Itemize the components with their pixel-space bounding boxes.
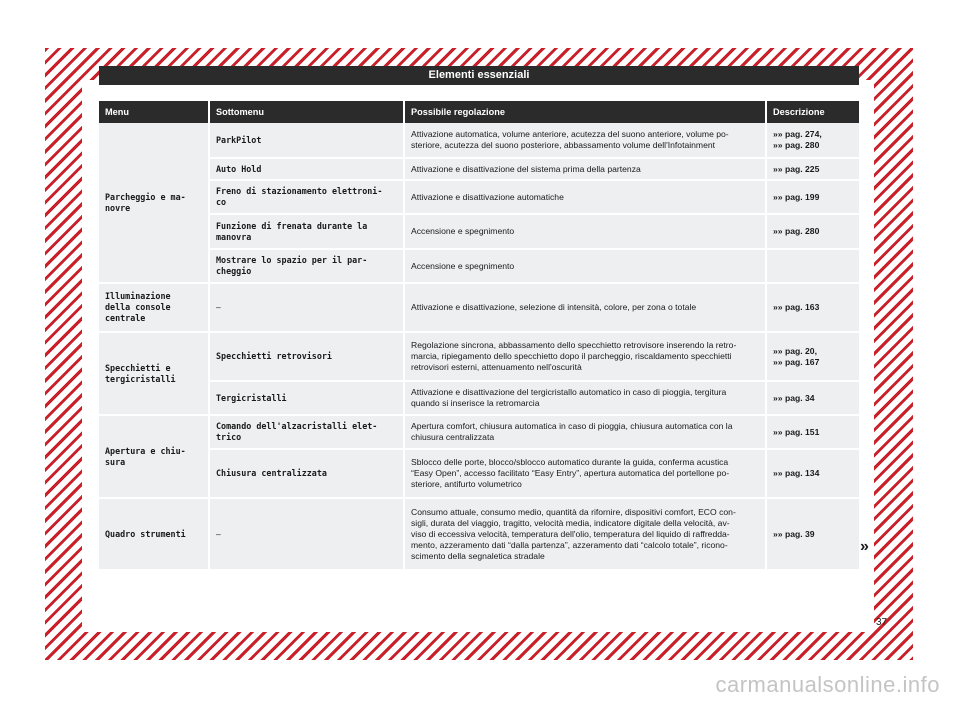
page-reference-text: pag. 274,: [784, 129, 822, 139]
setting-cell: Attivazione e disattivazione automatiche: [404, 180, 766, 214]
page-reference-link[interactable]: [773, 140, 853, 151]
reference-arrow-icon: »»: [773, 191, 783, 202]
page-reference-text: pag. 199: [784, 191, 820, 202]
column-header-description: Descrizione: [766, 101, 859, 123]
description-cell: [766, 158, 859, 180]
submenu-cell: Mostrare lo spazio per il par- cheggio: [209, 249, 404, 283]
setting-cell: Regolazione sincrona, abbassamento dello specchietto retrovisore inserendo la retro- marcia, ripiegamento dello specchietto dopo il parcheggio, riscaldamento specchietti retrovisori esterni, attenuamento nell'oscurità: [404, 332, 766, 381]
reference-arrow-icon: »»: [773, 140, 783, 150]
page-reference-text: pag. 20,: [784, 345, 817, 356]
table-row: [99, 249, 859, 283]
table-row: [99, 449, 859, 498]
menu-cell: Apertura e chiu- sura: [99, 415, 209, 498]
submenu-cell: Comando dell'alzacristalli elet- trico: [209, 415, 404, 449]
setting-cell: Accensione e spegnimento: [404, 249, 766, 283]
page-reference-text: pag. 34: [784, 392, 815, 403]
reference-arrow-icon: »»: [773, 528, 783, 539]
page-reference-text: pag. 225: [784, 163, 820, 174]
page-reference-text: pag. 163: [784, 302, 820, 312]
reference-arrow-icon: »»: [773, 356, 783, 367]
setting-cell: Attivazione e disattivazione del tergicristallo automatico in caso di pioggia, tergitura quando si inserisce la retromarcia: [404, 381, 766, 415]
reference-arrow-icon: »»: [773, 426, 783, 437]
submenu-cell: Auto Hold: [209, 158, 404, 180]
description-cell: [766, 180, 859, 214]
reference-arrow-icon: »»: [773, 345, 783, 356]
page-reference-text: pag. 280: [784, 140, 820, 150]
menu-cell: Illuminazione della console centrale: [99, 283, 209, 332]
page-reference-link[interactable]: [773, 427, 853, 438]
description-cell: [766, 283, 859, 332]
page-reference-link[interactable]: [773, 529, 853, 540]
table-body: [99, 123, 859, 570]
page-reference-link[interactable]: [773, 357, 853, 368]
table-row: [99, 415, 859, 449]
page-reference-link[interactable]: [773, 129, 853, 140]
menu-cell: Specchietti e tergicristalli: [99, 332, 209, 415]
reference-arrow-icon: »»: [773, 163, 783, 174]
reference-arrow-icon: »»: [773, 392, 783, 403]
submenu-cell: Chiusura centralizzata: [209, 449, 404, 498]
description-cell: [766, 123, 859, 158]
page-reference-text: pag. 39: [784, 528, 815, 539]
submenu-cell: –: [209, 498, 404, 570]
page-reference-link[interactable]: [773, 164, 853, 175]
watermark: carmanualsonline.info: [715, 672, 940, 697]
table-row: [99, 332, 859, 381]
continue-arrow-icon: »: [860, 538, 869, 555]
page-reference-link[interactable]: [773, 226, 853, 237]
table-row: [99, 123, 859, 158]
reference-arrow-icon: »»: [773, 302, 783, 312]
description-cell: [766, 498, 859, 570]
setting-cell: Attivazione automatica, volume anteriore, acutezza del suono anteriore, volume po- steriore, acutezza del suono posteriore, abbassamento volume dell'Infotainment: [404, 123, 766, 158]
setting-cell: Attivazione e disattivazione, selezione di intensità, colore, per zona o totale: [404, 283, 766, 332]
page-reference-link[interactable]: [773, 393, 853, 404]
page-reference-link[interactable]: [773, 468, 853, 479]
table-row: [99, 498, 859, 570]
page-reference-link[interactable]: [773, 192, 853, 203]
reference-arrow-icon: »»: [773, 129, 783, 139]
table-row: [99, 180, 859, 214]
table-row: [99, 214, 859, 249]
page-number: 37: [876, 617, 888, 628]
submenu-cell: Tergicristalli: [209, 381, 404, 415]
submenu-cell: Funzione di frenata durante la manovra: [209, 214, 404, 249]
menu-cell: Quadro strumenti: [99, 498, 209, 570]
setting-cell: Attivazione e disattivazione del sistema prima della partenza: [404, 158, 766, 180]
page-reference-link[interactable]: [773, 302, 853, 313]
description-cell: [766, 381, 859, 415]
table-header-row: [99, 101, 859, 123]
submenu-cell: Freno di stazionamento elettroni- co: [209, 180, 404, 214]
section-title: Elementi essenziali: [99, 66, 859, 85]
column-header-menu: Menu: [99, 101, 209, 123]
setting-cell: Accensione e spegnimento: [404, 214, 766, 249]
page-reference-text: pag. 167: [784, 356, 820, 367]
setting-cell: Sblocco delle porte, blocco/sblocco automatico durante la guida, conferma acustica “Easy Open”, accesso facilitato “Easy Entry”, apertura automatica del portellone po- steriore, antifurto volumetrico: [404, 449, 766, 498]
setting-cell: Apertura comfort, chiusura automatica in caso di pioggia, chiusura automatica con la chiusura centralizzata: [404, 415, 766, 449]
description-cell: [766, 449, 859, 498]
page-reference-text: pag. 134: [784, 468, 820, 478]
menu-cell: Parcheggio e ma- novre: [99, 123, 209, 283]
table-row: [99, 381, 859, 415]
settings-table: [99, 101, 859, 571]
reference-arrow-icon: »»: [773, 226, 783, 236]
setting-cell: Consumo attuale, consumo medio, quantità da rifornire, dispositivi comfort, ECO con- sigli, durata del viaggio, tragitto, velocità media, indicatore digitale della velocità, av- viso di eccessiva velocità, temperatura dell'olio, temperatura del liquido di raffredda- mento, azzeramento dati “dalla partenza”, azzeramento dati “calcolo totale”, ricono- scimento della segnaletica stradale: [404, 498, 766, 570]
description-cell: [766, 415, 859, 449]
description-cell: [766, 249, 859, 283]
reference-arrow-icon: »»: [773, 468, 783, 478]
description-cell: [766, 214, 859, 249]
page-reference-link[interactable]: [773, 346, 853, 357]
page-reference-text: pag. 280: [784, 226, 820, 236]
submenu-cell: Specchietti retrovisori: [209, 332, 404, 381]
description-cell: [766, 332, 859, 381]
column-header-submenu: Sottomenu: [209, 101, 404, 123]
submenu-cell: –: [209, 283, 404, 332]
page-reference-text: pag. 151: [784, 426, 820, 437]
table-row: [99, 158, 859, 180]
submenu-cell: ParkPilot: [209, 123, 404, 158]
column-header-setting: Possibile regolazione: [404, 101, 766, 123]
table-row: [99, 283, 859, 332]
